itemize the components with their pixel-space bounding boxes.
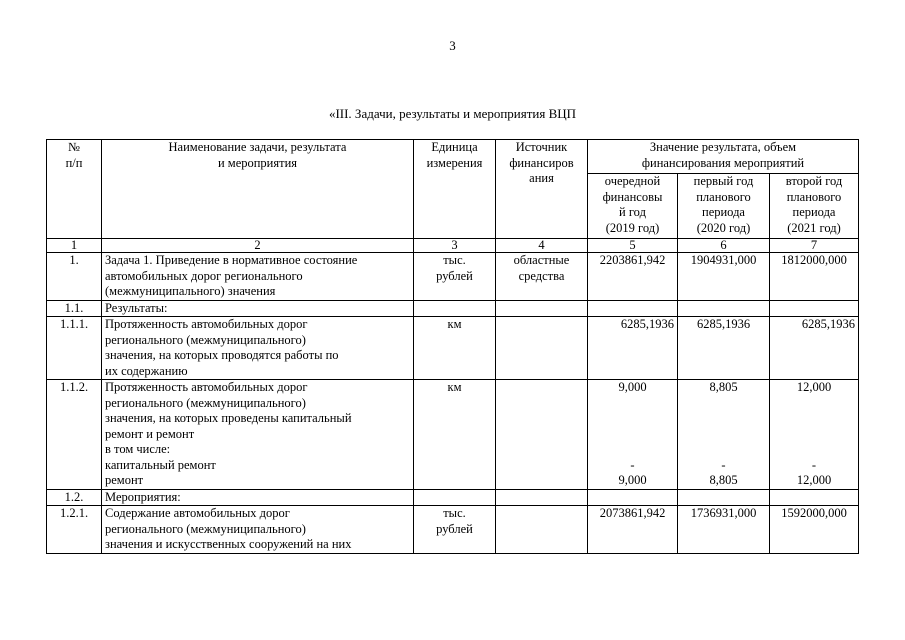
- row-value-2019: 2073861,942: [588, 506, 678, 554]
- header-num: № п/п: [47, 140, 102, 239]
- table-row-1-1-1: [47, 317, 859, 380]
- header-source: Источник финансиров ания: [496, 140, 588, 239]
- row-value-2019: 9,000 - 9,000: [588, 380, 678, 490]
- row-name: Содержание автомобильных дорог регионального (межмуниципального) значения и искусственных сооружений на них: [102, 506, 414, 554]
- row-value-2020: 1736931,000: [678, 506, 770, 554]
- row-unit: км: [414, 380, 496, 490]
- row-num: 1.1.2.: [47, 380, 102, 490]
- header-name: Наименование задачи, результата и мероприятия: [102, 140, 414, 239]
- header-col6: первый год планового периода (2020 год): [678, 174, 770, 239]
- colnum-4: 4: [496, 239, 588, 253]
- colnum-7: 7: [770, 239, 859, 253]
- row-num: 1.: [47, 253, 102, 301]
- row-unit: км: [414, 317, 496, 380]
- page-number: 3: [449, 38, 456, 53]
- header-col5: очередной финансовы й год (2019 год): [588, 174, 678, 239]
- colnum-1: 1: [47, 239, 102, 253]
- column-numbers-row: [47, 239, 859, 253]
- table-row-1-1-2: [47, 380, 859, 490]
- row-value-2019: 2203861,942: [588, 253, 678, 301]
- colnum-6: 6: [678, 239, 770, 253]
- table-row-measures-heading: [47, 489, 859, 506]
- header-group: Значение результата, объем финансирования мероприятий: [588, 140, 859, 174]
- row-num: 1.1.: [47, 300, 102, 317]
- row-value-2019: 6285,1936: [588, 317, 678, 380]
- row-name: Мероприятия:: [102, 489, 414, 506]
- colnum-3: 3: [414, 239, 496, 253]
- colnum-2: 2: [102, 239, 414, 253]
- row-name: Задача 1. Приведение в нормативное состояние автомобильных дорог регионального (межмуниципального) значения: [102, 253, 414, 301]
- row-num: 1.2.: [47, 489, 102, 506]
- header-col7: второй год планового периода (2021 год): [770, 174, 859, 239]
- colnum-5: 5: [588, 239, 678, 253]
- header-row-top: [47, 140, 859, 174]
- row-num: 1.2.1.: [47, 506, 102, 554]
- table-row-task-1: [47, 253, 859, 301]
- row-value-2021: 12,000 - 12,000: [770, 380, 859, 490]
- row-source: областные средства: [496, 253, 588, 301]
- row-name: Результаты:: [102, 300, 414, 317]
- row-unit: тыс. рублей: [414, 253, 496, 301]
- section-title: «III. Задачи, результаты и мероприятия ВЦП: [328, 106, 577, 121]
- row-value-2021: 1812000,000: [770, 253, 859, 301]
- row-value-2020: 1904931,000: [678, 253, 770, 301]
- table-row-results-heading: [47, 300, 859, 317]
- row-unit: тыс. рублей: [414, 506, 496, 554]
- table-row-1-2-1: [47, 506, 859, 554]
- row-value-2020: 8,805 - 8,805: [678, 380, 770, 490]
- tasks-table: [46, 139, 859, 554]
- row-value-2020: 6285,1936: [678, 317, 770, 380]
- row-value-2021: 6285,1936: [770, 317, 859, 380]
- row-name: Протяженность автомобильных дорог регионального (межмуниципального) значения, на которых проводятся работы по их содержанию: [102, 317, 414, 380]
- row-num: 1.1.1.: [47, 317, 102, 380]
- header-unit: Единица измерения: [414, 140, 496, 239]
- row-value-2021: 1592000,000: [770, 506, 859, 554]
- row-name: Протяженность автомобильных дорог регионального (межмуниципального) значения, на которых проведены капитальный ремонт и ремонт в том числе: капитальный ремонт ремонт: [102, 380, 414, 490]
